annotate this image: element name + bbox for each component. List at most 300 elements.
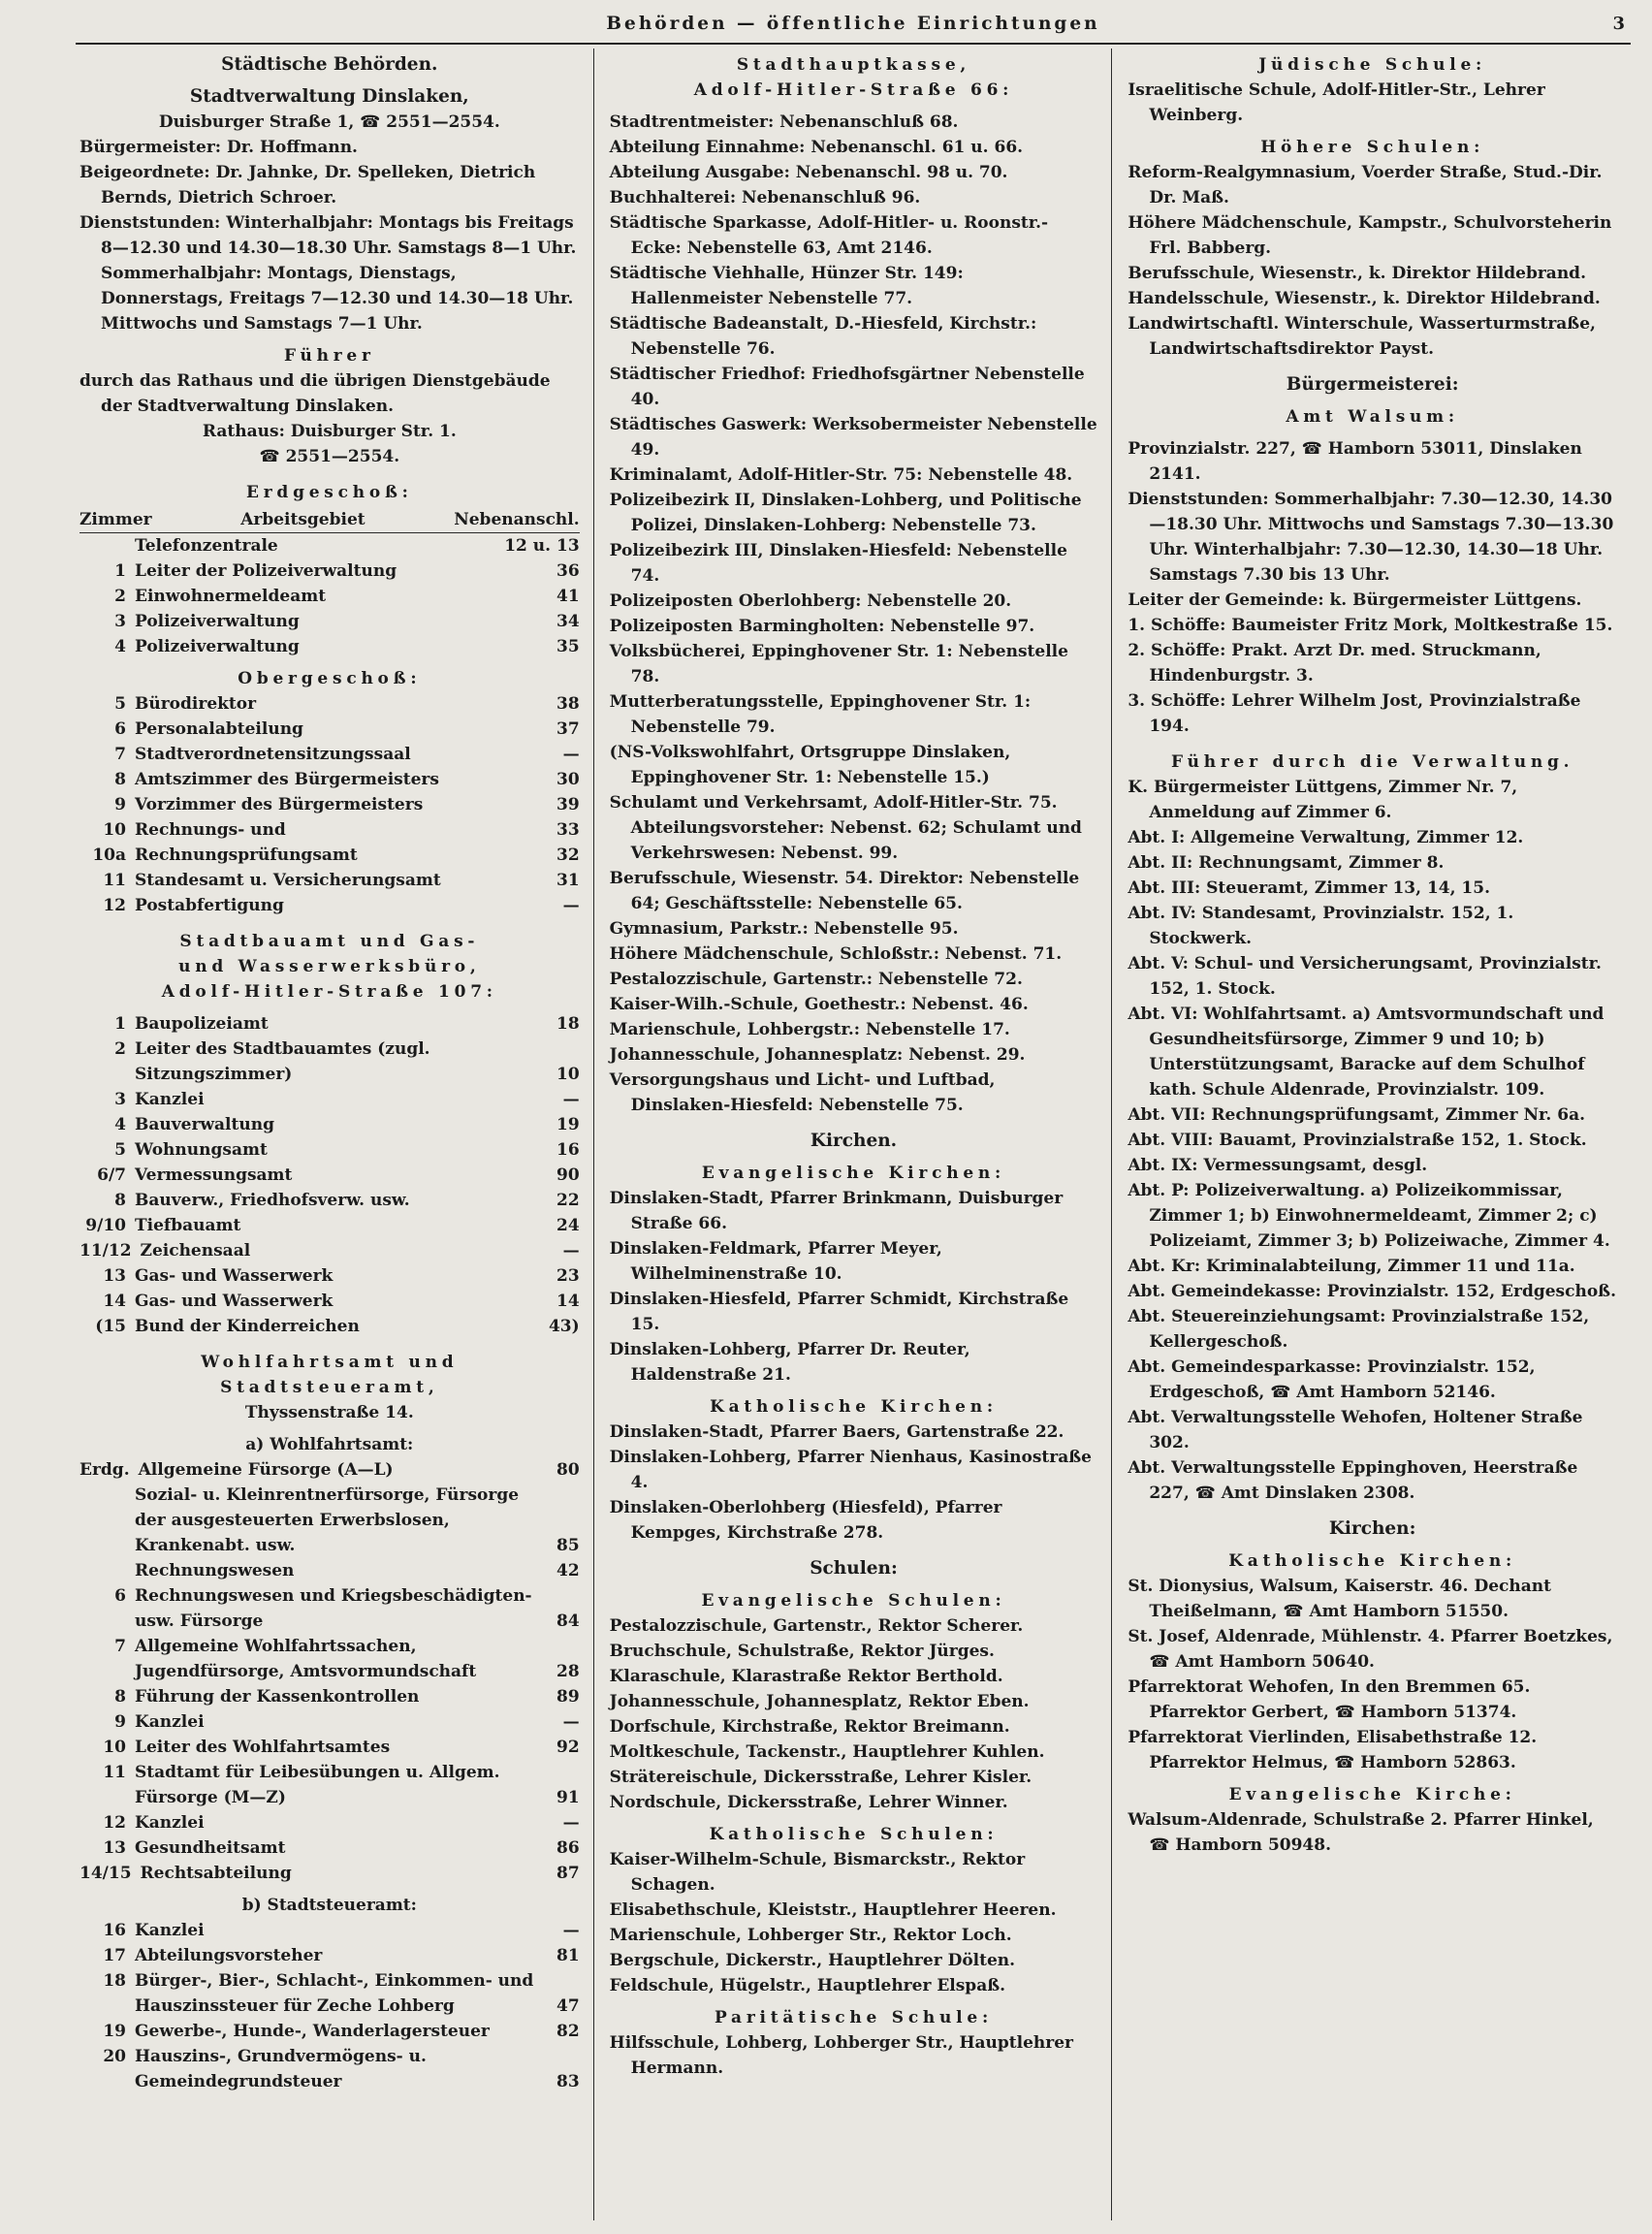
amt-walsum-entries [1128, 436, 1617, 739]
subsection-heading-stadtsteueramt: b) Stadtsteueramt: [241, 1896, 417, 1915]
guide-text: durch das Rathaus und die übrigen Dienstgebäude der Stadtverwaltung Dinslaken. [79, 371, 551, 416]
directory-entry: St. Josef, Aldenrade, Mühlenstr. 4. Pfarrer Boetzkes, ☎ Amt Hamborn 50640. [1128, 1627, 1613, 1672]
room-extension: 42 [556, 1561, 580, 1580]
room-extension: 43) [548, 1317, 580, 1336]
room-extension: 12 u. 13 [504, 536, 580, 556]
room-task: Allgemeine Wohlfahrtssachen, Jugendfürsorge, Amtsvormundschaft [135, 1637, 477, 1681]
room-task: Baupolizeiamt [135, 1014, 269, 1034]
room-number: 11 [103, 871, 126, 890]
directory-entry: K. Bürgermeister Lüttgens, Zimmer Nr. 7, Anmeldung auf Zimmer 6. [1128, 778, 1518, 822]
room-number: 7 [114, 1637, 126, 1656]
directory-entry: Walsum-Aldenrade, Schulstraße 2. Pfarrer Hinkel, ☎ Hamborn 50948. [1128, 1810, 1594, 1855]
section-heading-stadthauptkasse [610, 52, 1098, 103]
table-row [79, 1163, 580, 1188]
directory-entry: Pfarrektorat Vierlinden, Elisabethstraße 12. Pfarrektor Helmus, ☎ Hamborn 52863. [1128, 1728, 1538, 1772]
room-number: 6 [114, 1586, 126, 1606]
directory-entry: Abt. VIII: Bauamt, Provinzialstraße 152, 1. Stock. [1128, 1131, 1587, 1150]
directory-entry: Abt. Kr: Kriminalabteilung, Zimmer 11 und 11a. [1128, 1257, 1575, 1276]
room-extension: 33 [556, 820, 580, 840]
room-task: Gewerbe-, Hunde-, Wanderlagersteuer [135, 2022, 490, 2041]
table-row [79, 1558, 580, 1583]
room-task: Hauszins-, Grundvermögens- u. Gemeindegrundsteuer [135, 2047, 427, 2091]
section-heading-kirchen: Kirchen. [810, 1131, 898, 1151]
room-number: 11 [103, 1763, 126, 1782]
section-heading-stadtbauamt [79, 929, 580, 1005]
room-number: 13 [103, 1838, 126, 1858]
directory-entry: Buchhalterei: Nebenanschluß 96. [609, 188, 921, 207]
section-heading-line: Adolf-Hitler-Straße 107: [161, 982, 497, 1002]
room-task: Vermessungsamt [135, 1165, 293, 1185]
table-row [79, 868, 580, 893]
room-extension: 92 [556, 1738, 580, 1757]
room-number: Erdg. [79, 1460, 130, 1480]
room-number: 1 [114, 1014, 126, 1034]
room-number: 5 [114, 694, 126, 714]
room-number: 3 [114, 612, 126, 631]
directory-entry: Dinslaken-Stadt, Pfarrer Brinkmann, Duisburger Straße 66. [609, 1189, 1064, 1233]
room-task: Postabfertigung [135, 896, 284, 915]
section-heading-line: Wohlfahrtsamt und [201, 1353, 459, 1372]
room-number: 12 [103, 1813, 126, 1833]
directory-entry: Abt. V: Schul- und Versicherungsamt, Provinzialstr. 152, 1. Stock. [1128, 954, 1602, 999]
katholische-kirchen-entries [610, 1420, 1098, 1546]
room-number: 10a [92, 846, 126, 865]
directory-entry: Dinslaken-Lohberg, Pfarrer Nienhaus, Kasinostraße 4. [609, 1448, 1092, 1492]
table-row [79, 1314, 580, 1339]
section-heading-staedtische-behoerden: Städtische Behörden. [221, 54, 438, 75]
room-number: 5 [114, 1140, 126, 1160]
table-row [79, 1238, 580, 1263]
room-number [79, 533, 135, 558]
room-extension: 81 [556, 1946, 580, 1965]
room-extension: 35 [556, 637, 580, 656]
room-task: Bürger-, Bier-, Schlacht-, Einkommen- und Hauszinssteuer für Zeche Lohberg [135, 1971, 534, 2016]
room-number: 20 [103, 2047, 126, 2066]
room-number: 2 [114, 587, 126, 606]
table-row [79, 558, 580, 584]
subsection-heading-amt-walsum: Amt Walsum: [1286, 407, 1459, 427]
directory-entry: Israelitische Schule, Adolf-Hitler-Str., Lehrer Weinberg. [1128, 80, 1545, 125]
directory-entry: Stadtrentmeister: Nebenanschluß 68. [609, 112, 959, 132]
room-number: 10 [103, 820, 126, 840]
floor-heading-obergeschoss: Obergeschoß: [238, 669, 422, 688]
table-row [79, 1835, 580, 1861]
room-task: Leiter des Wohlfahrtsamtes [135, 1738, 391, 1757]
room-task: Kanzlei [135, 1712, 205, 1732]
directory-entry: Städtisches Gaswerk: Werksobermeister Nebenstelle 49. [609, 415, 1097, 460]
guide-rathaus-line: Rathaus: Duisburger Str. 1. [202, 422, 457, 441]
room-extension: 82 [556, 2022, 580, 2041]
page-number: 3 [1612, 14, 1625, 34]
directory-entry: Schulamt und Verkehrsamt, Adolf-Hitler-Str. 75. Abteilungsvorsteher: Nebenst. 62; Schulamt und Verkehrswesen: Nebenst. 99. [609, 793, 1082, 863]
room-task: Zeichensaal [140, 1241, 251, 1261]
directory-entry: Abt. I: Allgemeine Verwaltung, Zimmer 12. [1128, 828, 1524, 847]
room-extension: — [562, 745, 580, 764]
room-task: Rechnungsprüfungsamt [135, 846, 358, 865]
room-number: 8 [114, 1191, 126, 1210]
directory-entry: Pestalozzischule, Gartenstr.: Nebenstelle 72. [609, 970, 1023, 989]
directory-entry: Moltkeschule, Tackenstr., Hauptlehrer Kuhlen. [609, 1742, 1045, 1762]
subsection-heading-katholische-schulen: Katholische Schulen: [709, 1825, 999, 1844]
floor-heading-erdgeschoss: Erdgeschoß: [245, 483, 413, 502]
directory-entry: Berufsschule, Wiesenstr. 54. Direktor: Nebenstelle 64; Geschäftsstelle: Nebenstelle 65. [609, 869, 1080, 913]
room-task: Bauverwaltung [135, 1115, 274, 1134]
table-row [79, 609, 580, 634]
room-task: Leiter des Stadtbauamtes (zugl. Sitzungszimmer) [135, 1039, 430, 1084]
room-number: 2 [114, 1039, 126, 1059]
table-row [79, 767, 580, 792]
section-heading-wohlfahrtsamt [79, 1350, 580, 1400]
table-row [79, 1011, 580, 1037]
evangelische-kirchen-entries [610, 1186, 1098, 1388]
room-extension: 87 [556, 1864, 580, 1883]
subsection-heading-fuehrer-verwaltung: Führer durch die Verwaltung. [1171, 752, 1574, 772]
directory-entry: Strätereischule, Dickersstraße, Lehrer Kisler. [609, 1768, 1032, 1787]
table-row [79, 533, 580, 558]
directory-entry: Johannesschule, Johannesplatz, Rektor Eben. [609, 1692, 1030, 1711]
room-extension: 80 [556, 1460, 580, 1480]
directory-entry: Dinslaken-Hiesfeld, Pfarrer Schmidt, Kirchstraße 15. [609, 1290, 1069, 1334]
directory-entry: Abt. Gemeindekasse: Provinzialstr. 152, Erdgeschoß. [1128, 1282, 1616, 1301]
room-task: Rechnungs- und [135, 820, 286, 840]
section-heading-line: Stadtbauamt und Gas- [179, 932, 480, 951]
table-row [79, 1943, 580, 1968]
directory-entry: Städtische Sparkasse, Adolf-Hitler- u. Roonstr.-Ecke: Nebenstelle 63, Amt 2146. [609, 213, 1049, 258]
room-number: 6 [114, 719, 126, 739]
room-table-header [79, 507, 580, 533]
room-task: Gas- und Wasserwerk [135, 1292, 334, 1311]
columns [76, 48, 1631, 2220]
table-row [79, 634, 580, 659]
room-number: 14/15 [79, 1864, 132, 1883]
table-row [79, 1735, 580, 1760]
directory-entry: Abt. VI: Wohlfahrtsamt. a) Amtsvormundschaft und Gesundheitsfürsorge, Zimmer 9 und 10; b) Unterstützungsamt, Baracke auf dem Schulhof kath. Schule Aldenrade, Provinzialstr. 109. [1128, 1005, 1604, 1100]
table-row [79, 1457, 580, 1483]
section-heading-buergermeisterei: Bürgermeisterei: [1286, 374, 1459, 395]
table-row [79, 1634, 580, 1684]
room-task: Polizeiverwaltung [135, 637, 300, 656]
room-extension: 31 [556, 871, 580, 890]
directory-entry: Abteilung Ausgabe: Nebenanschl. 98 u. 70. [609, 163, 1008, 182]
directory-entry: Kaiser-Wilh.-Schule, Goethestr.: Nebenst. 46. [609, 995, 1029, 1014]
room-extension: 84 [556, 1612, 580, 1631]
directory-entry: Versorgungshaus und Licht- und Luftbad, Dinslaken-Hiesfeld: Nebenstelle 75. [609, 1070, 996, 1115]
hoehere-schulen-entries [1128, 160, 1617, 362]
room-task: Telefonzentrale [135, 536, 278, 556]
room-extension: 89 [556, 1687, 580, 1707]
table-row [79, 1760, 580, 1810]
room-task: Führung der Kassenkontrollen [135, 1687, 420, 1707]
directory-entry: Hilfsschule, Lohberg, Lohberger Str., Hauptlehrer Hermann. [609, 2033, 1074, 2078]
directory-entry: Landwirtschaftl. Winterschule, Wasserturmstraße, Landwirtschaftsdirektor Payst. [1128, 314, 1596, 359]
table-row [79, 1709, 580, 1735]
room-number [79, 1558, 135, 1583]
room-task: Personalabteilung [135, 719, 303, 739]
directory-entry: Höhere Mädchenschule, Schloßstr.: Nebenst. 71. [609, 944, 1063, 964]
header-rule [76, 43, 1631, 45]
room-extension: — [562, 1813, 580, 1833]
table-row [79, 817, 580, 843]
column-label-task: Arbeitsgebiet [240, 510, 365, 529]
section-heading-line: Stadthauptkasse, [736, 55, 971, 75]
table-row [79, 1112, 580, 1137]
room-extension: 18 [556, 1014, 580, 1034]
subsection-heading-katholische-kirchen-walsum: Katholische Kirchen: [1228, 1551, 1517, 1571]
directory-entry: (NS-Volkswohlfahrt, Ortsgruppe Dinslaken, Eppinghovener Str. 1: Nebenstelle 15.) [609, 743, 1011, 787]
stadthauptkasse-entries [610, 110, 1098, 1118]
directory-entry: Marienschule, Lohberger Str., Rektor Loch. [609, 1926, 1012, 1945]
room-number: 9 [114, 1712, 126, 1732]
directory-entry: 1. Schöffe: Baumeister Fritz Mork, Moltkestraße 15. [1128, 616, 1613, 635]
room-task: Standesamt u. Versicherungsamt [135, 871, 441, 890]
directory-entry: Abt. Verwaltungsstelle Eppinghoven, Heerstraße 227, ☎ Amt Dinslaken 2308. [1128, 1458, 1578, 1503]
column-staedtische-behoerden [76, 48, 594, 2220]
directory-entry: Kaiser-Wilhelm-Schule, Bismarckstr., Rektor Schagen. [609, 1850, 1026, 1895]
directory-entry: Feldschule, Hügelstr., Hauptlehrer Elspaß. [609, 1976, 1006, 1995]
directory-entry: Polizeibezirk II, Dinslaken-Lohberg, und Politische Polizei, Dinslaken-Lohberg: Nebenstelle 73. [609, 491, 1082, 535]
room-number: 8 [114, 770, 126, 789]
evangelische-schulen-entries [610, 1613, 1098, 1815]
room-extension: 23 [556, 1266, 580, 1286]
table-row [79, 1213, 580, 1238]
subsection-heading-hoehere-schulen: Höhere Schulen: [1260, 138, 1485, 157]
room-number: 17 [103, 1946, 126, 1965]
subsection-heading-evangelische-schulen: Evangelische Schulen: [701, 1591, 1006, 1611]
room-extension: 83 [556, 2072, 580, 2091]
room-task: Gas- und Wasserwerk [135, 1266, 334, 1286]
room-extension: 85 [556, 1536, 580, 1555]
directory-entry: Marienschule, Lohbergstr.: Nebenstelle 17. [609, 1020, 1010, 1039]
directory-entry: Abt. Gemeindesparkasse: Provinzialstr. 152, Erdgeschoß, ☎ Amt Hamborn 52146. [1128, 1357, 1536, 1402]
section-heading-line: Adolf-Hitler-Straße 66: [693, 80, 1014, 100]
room-task: Einwohnermeldeamt [135, 587, 327, 606]
room-extension: 28 [556, 1662, 580, 1681]
column-label-room: Zimmer [79, 510, 152, 529]
directory-entry: 2. Schöffe: Prakt. Arzt Dr. med. Struckmann, Hindenburgstr. 3. [1128, 641, 1541, 686]
room-number: (15 [95, 1317, 126, 1336]
org-heading-stadtverwaltung: Stadtverwaltung Dinslaken, [189, 86, 469, 107]
directory-entry: Volksbücherei, Eppinghovener Str. 1: Nebenstelle 78. [609, 642, 1068, 686]
section-heading-kirchen-walsum: Kirchen: [1328, 1518, 1416, 1539]
directory-entry: Handelsschule, Wiesenstr., k. Direktor Hildebrand. [1128, 289, 1601, 308]
directory-entry: Reform-Realgymnasium, Voerder Straße, Stud.-Dir. Dr. Maß. [1128, 163, 1603, 207]
section-heading-line: und Wasserwerksbüro, [178, 957, 481, 976]
room-task: Rechtsabteilung [140, 1864, 292, 1883]
room-number: 8 [114, 1687, 126, 1707]
subsection-heading-wohlfahrtsamt: a) Wohlfahrtsamt: [245, 1435, 414, 1454]
table-row [79, 1583, 580, 1634]
subsection-heading-paritaetische-schule: Paritätische Schule: [714, 2008, 994, 2027]
officials-list [79, 135, 580, 210]
room-table-steueramt [79, 1918, 580, 2094]
subsection-heading-katholische-kirchen: Katholische Kirchen: [710, 1397, 998, 1417]
verwaltung-entries [1128, 775, 1617, 1506]
directory-entry: Klaraschule, Klarastraße Rektor Berthold. [609, 1667, 1003, 1686]
table-row [79, 691, 580, 717]
directory-entry: Leiter der Gemeinde: k. Bürgermeister Lüttgens. [1128, 590, 1582, 610]
table-row [79, 1263, 580, 1289]
katholische-schulen-entries [610, 1847, 1098, 1998]
directory-entry: Abt. IX: Vermessungsamt, desgl. [1128, 1156, 1428, 1175]
section-heading-line: Stadtsteueramt, [220, 1378, 439, 1397]
table-row [79, 1861, 580, 1886]
directory-entry: Abt. P: Polizeiverwaltung. a) Polizeikommissar, Zimmer 1; b) Einwohnermeldeamt, Zimmer 2; c) Polizeiamt, Zimmer 3; b) Polizeiwache, Zimmer 4. [1128, 1181, 1610, 1251]
room-extension: — [562, 1241, 580, 1261]
directory-entry: Städtische Badeanstalt, D.-Hiesfeld, Kirchstr.: Nebenstelle 76. [609, 314, 1037, 359]
room-extension: — [562, 1712, 580, 1732]
directory-entry: Dorfschule, Kirchstraße, Rektor Breimann. [609, 1717, 1010, 1737]
room-task: Rechnungswesen [135, 1561, 295, 1580]
room-extension: 30 [556, 770, 580, 789]
room-number: 7 [114, 745, 126, 764]
directory-entry: Abteilung Einnahme: Nebenanschl. 61 u. 66. [609, 138, 1024, 157]
directory-entry: Beigeordnete: Dr. Jahnke, Dr. Spelleken, Dietrich Bernds, Dietrich Schroer. [79, 163, 536, 207]
room-number: 12 [103, 896, 126, 915]
directory-entry: Dienststunden: Sommerhalbjahr: 7.30—12.30, 14.30—18.30 Uhr. Mittwochs und Samstags 7.30—13.30 Uhr. Winterhalbjahr: 7.30—12.30, 14.30—18 Uhr. Samstags 7.30 bis 13 Uhr. [1128, 490, 1614, 585]
guide-heading: Führer [283, 346, 375, 366]
directory-entry: Berufsschule, Wiesenstr., k. Direktor Hildebrand. [1128, 264, 1586, 283]
room-task: Stadtamt für Leibesübungen u. Allgem. Fürsorge (M—Z) [135, 1763, 500, 1807]
room-task: Kanzlei [135, 1813, 205, 1833]
directory-entry: Gymnasium, Parkstr.: Nebenstelle 95. [609, 919, 959, 939]
table-row [79, 1968, 580, 2019]
directory-entry: Dinslaken-Feldmark, Pfarrer Meyer, Wilhelminenstraße 10. [609, 1239, 942, 1284]
page-header [76, 10, 1631, 43]
room-extension: 36 [556, 561, 580, 581]
table-row [79, 843, 580, 868]
directory-entry: Abt. Steuereinziehungsamt: Provinzialstraße 152, Kellergeschoß. [1128, 1307, 1590, 1352]
directory-entry: Abt. II: Rechnungsamt, Zimmer 8. [1128, 853, 1445, 873]
room-task: Kanzlei [135, 1090, 205, 1109]
room-extension: 90 [556, 1165, 580, 1185]
org-address: Duisburger Straße 1, ☎ 2551—2554. [158, 112, 500, 132]
room-extension: 22 [556, 1191, 580, 1210]
katholische-kirchen-walsum-entries [1128, 1574, 1617, 1775]
room-number [79, 1483, 135, 1558]
room-number: 9/10 [85, 1216, 126, 1235]
guide-phone-line: ☎ 2551—2554. [259, 447, 400, 466]
table-row [79, 1137, 580, 1163]
room-extension: 19 [556, 1115, 580, 1134]
table-row [79, 1810, 580, 1835]
table-row [79, 584, 580, 609]
directory-entry: Bergschule, Dickerstr., Hauptlehrer Dölten. [609, 1951, 1016, 1970]
room-extension: 47 [556, 1996, 580, 2016]
room-extension: 10 [556, 1065, 580, 1084]
directory-entry: Abt. IV: Standesamt, Provinzialstr. 152, 1. Stockwerk. [1128, 904, 1514, 948]
table-row [79, 717, 580, 742]
room-number: 18 [103, 1971, 126, 1991]
evangelische-kirche-walsum-entries [1128, 1807, 1617, 1858]
directory-entry: St. Dionysius, Walsum, Kaiserstr. 46. Dechant Theißelmann, ☎ Amt Hamborn 51550. [1128, 1577, 1551, 1621]
room-extension: 16 [556, 1140, 580, 1160]
directory-entry: Polizeibezirk III, Dinslaken-Hiesfeld: Nebenstelle 74. [609, 541, 1067, 586]
table-row [79, 742, 580, 767]
room-extension: 32 [556, 846, 580, 865]
directory-entry: Nordschule, Dickersstraße, Lehrer Winner. [609, 1793, 1008, 1812]
directory-entry: Bürgermeister: Dr. Hoffmann. [79, 138, 358, 157]
room-number: 1 [114, 561, 126, 581]
wohlfahrt-address: Thyssenstraße 14. [244, 1403, 414, 1422]
room-extension: 14 [556, 1292, 580, 1311]
table-row [79, 792, 580, 817]
room-task: Leiter der Polizeiverwaltung [135, 561, 397, 581]
room-number: 4 [114, 637, 126, 656]
room-extension: 39 [556, 795, 580, 814]
directory-entry: Dinslaken-Oberlohberg (Hiesfeld), Pfarrer Kempges, Kirchstraße 278. [609, 1498, 1002, 1543]
room-number: 9 [114, 795, 126, 814]
column-stadthauptkasse [594, 48, 1113, 2220]
table-row [79, 893, 580, 918]
directory-entry: Städtischer Friedhof: Friedhofsgärtner Nebenstelle 40. [609, 365, 1085, 409]
table-row [79, 1918, 580, 1943]
room-number: 6/7 [97, 1165, 126, 1185]
directory-entry: Pfarrektorat Wehofen, In den Bremmen 65. Pfarrektor Gerbert, ☎ Hamborn 51374. [1128, 1677, 1531, 1722]
room-task: Allgemeine Fürsorge (A—L) [138, 1460, 394, 1480]
table-row [79, 2044, 580, 2094]
table-row [79, 1037, 580, 1087]
room-extension: 37 [556, 719, 580, 739]
room-number: 3 [114, 1090, 126, 1109]
room-extension: 38 [556, 694, 580, 714]
directory-entry: Abt. Verwaltungsstelle Wehofen, Holtener Straße 302. [1128, 1408, 1583, 1452]
directory-entry: Elisabethschule, Kleiststr., Hauptlehrer Heeren. [609, 1900, 1057, 1920]
section-heading-schulen: Schulen: [810, 1558, 898, 1579]
directory-entry: Bruchschule, Schulstraße, Rektor Jürges. [609, 1642, 995, 1661]
table-row [79, 1684, 580, 1709]
directory-entry: Polizeiposten Oberlohberg: Nebenstelle 20. [609, 591, 1012, 611]
room-task: Wohnungsamt [135, 1140, 268, 1160]
room-table-stadtbauamt [79, 1011, 580, 1339]
paritaetische-schule-entries [610, 2030, 1098, 2081]
directory-entry: Abt. III: Steueramt, Zimmer 13, 14, 15. [1128, 878, 1491, 898]
subsection-heading-juedische-schule: Jüdische Schule: [1258, 55, 1487, 75]
room-task: Rechnungswesen und Kriegsbeschädigten- usw. Fürsorge [135, 1586, 532, 1631]
room-extension: — [562, 896, 580, 915]
room-extension: — [562, 1090, 580, 1109]
room-task: Stadtverordnetensitzungssaal [135, 745, 411, 764]
room-number: 13 [103, 1266, 126, 1286]
directory-entry: Johannesschule, Johannesplatz: Nebenst. 29. [609, 1045, 1026, 1065]
room-number: 4 [114, 1115, 126, 1134]
directory-entry: Städtische Viehhalle, Hünzer Str. 149: Hallenmeister Nebenstelle 77. [609, 264, 964, 308]
room-task: Bauverw., Friedhofsverw. usw. [135, 1191, 410, 1210]
room-task: Vorzimmer des Bürgermeisters [135, 795, 424, 814]
room-extension: 91 [556, 1788, 580, 1807]
column-label-extension: Nebenanschl. [454, 510, 580, 529]
room-extension: 86 [556, 1838, 580, 1858]
room-extension: 34 [556, 612, 580, 631]
directory-entry: Provinzialstr. 227, ☎ Hamborn 53011, Dinslaken 2141. [1128, 439, 1582, 484]
table-row [79, 2019, 580, 2044]
table-row [79, 1483, 580, 1558]
room-extension: 24 [556, 1216, 580, 1235]
room-table-obergeschoss [79, 691, 580, 918]
directory-entry: Mutterberatungsstelle, Eppinghovener Str. 1: Nebenstelle 79. [609, 692, 1032, 737]
room-extension: — [562, 1921, 580, 1940]
directory-entry: Polizeiposten Barmingholten: Nebenstelle 97. [609, 617, 1035, 636]
table-row [79, 1289, 580, 1314]
subsection-heading-evangelische-kirchen: Evangelische Kirchen: [701, 1164, 1006, 1183]
directory-entry: Pestalozzischule, Gartenstr., Rektor Scherer. [609, 1616, 1024, 1636]
room-table-wohlfahrt [79, 1457, 580, 1886]
room-task: Bürodirektor [135, 694, 257, 714]
subsection-heading-evangelische-kirche-walsum: Evangelische Kirche: [1228, 1785, 1516, 1804]
room-number: 19 [103, 2022, 126, 2041]
room-task: Amtszimmer des Bürgermeisters [135, 770, 439, 789]
room-number: 11/12 [79, 1241, 132, 1261]
directory-entry: Abt. VII: Rechnungsprüfungsamt, Zimmer Nr. 6a. [1128, 1105, 1586, 1125]
